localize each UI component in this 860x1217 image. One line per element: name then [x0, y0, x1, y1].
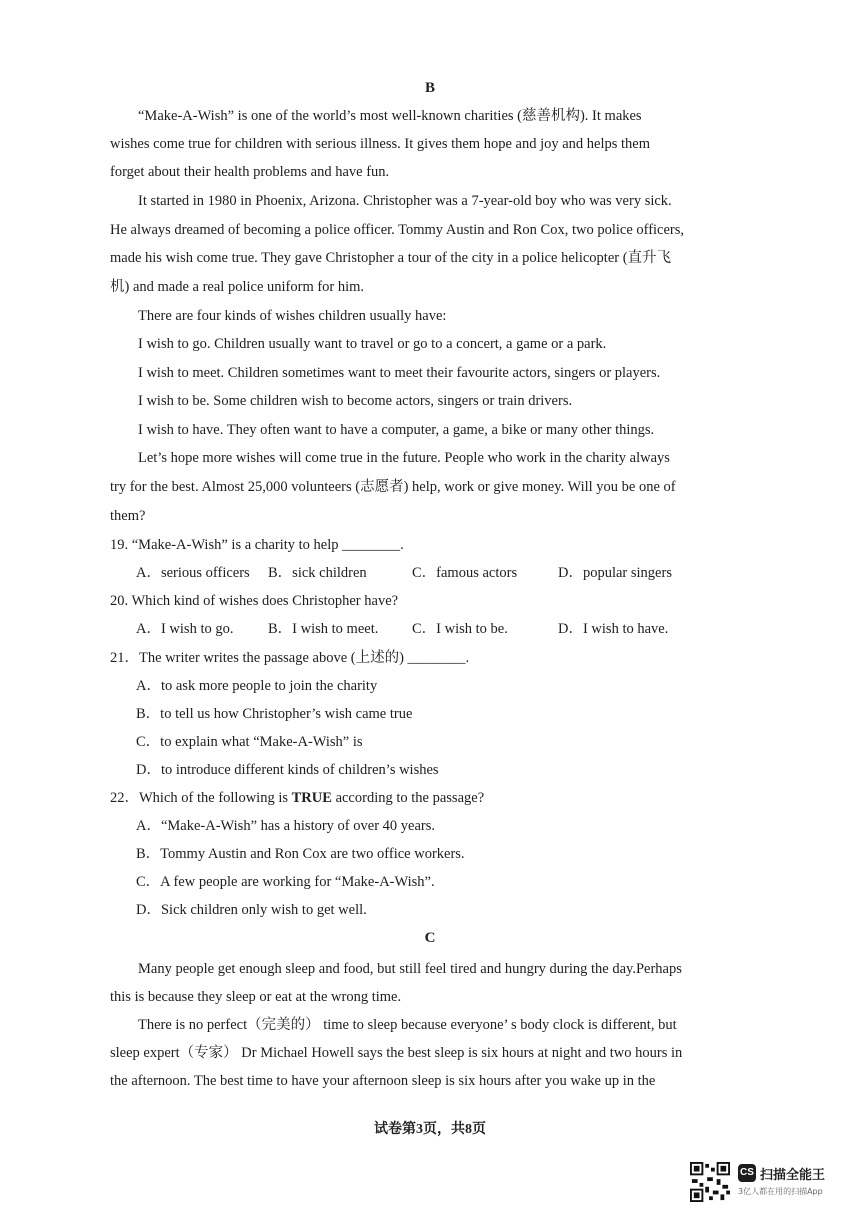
stem-text: according to the passage? [331, 790, 485, 806]
option-b: B．sick children [268, 565, 367, 581]
passage-b-line: wishes come true for children with serious illness. It gives them hope and joy and helps them [110, 136, 651, 152]
option-b: B．Tommy Austin and Ron Cox are two office workers. [136, 846, 465, 862]
camscanner-name: 扫描全能王 [760, 1168, 826, 1183]
camscanner-tagline: 3亿人都在用的扫描App [738, 1187, 823, 1196]
passage-b-line: I wish to be. Some children wish to become actors, singers or train drivers. [138, 393, 573, 409]
option-a: A．serious officers [136, 565, 250, 581]
option-d: D．Sick children only wish to get well. [136, 902, 367, 918]
passage-c-line: this is because they sleep or eat at the wrong time. [110, 989, 402, 1005]
option-d: D．I wish to have. [558, 621, 669, 637]
passage-b-line: It started in 1980 in Phoenix, Arizona. Christopher was a 7-year-old boy who was very sick. [138, 193, 672, 209]
section-b-heading: B [424, 80, 435, 96]
question-19-stem: 19. “Make-A-Wish” is a charity to help ________. [110, 537, 404, 553]
page-footer: 试卷第3页，共8页 [374, 1122, 486, 1137]
question-22-stem [110, 788, 710, 808]
option-a: A．I wish to go. [136, 621, 234, 637]
passage-b-line: forget about their health problems and have fun. [110, 164, 390, 180]
option-c: C．famous actors [412, 565, 518, 581]
passage-b-line: There are four kinds of wishes children usually have: [138, 308, 447, 324]
scanner-watermark [690, 1162, 850, 1202]
section-c-heading: C [424, 930, 436, 946]
passage-b-line: 机) and made a real police uniform for him. [110, 279, 365, 295]
option-b: B．to tell us how Christopher’s wish came true [136, 706, 413, 722]
passage-b-line: made his wish come true. They gave Christopher a tour of the city in a police helicopter (直升飞 [110, 250, 672, 266]
passage-b-line: I wish to meet. Children sometimes want to meet their favourite actors, singers or players. [138, 365, 661, 381]
passage-c-line: Many people get enough sleep and food, but still feel tired and hungry during the day.Perhaps [138, 961, 682, 977]
option-d: D．to introduce different kinds of children’s wishes [136, 762, 439, 778]
passage-b-line: try for the best. Almost 25,000 volunteers (志愿者) help, work or give money. Will you be one of [110, 479, 676, 495]
passage-b-line: He always dreamed of becoming a police officer. Tommy Austin and Ron Cox, two police officers, [110, 222, 685, 238]
question-20-stem: 20. Which kind of wishes does Christopher have? [110, 593, 399, 609]
passage-c-line: the afternoon. The best time to have your afternoon sleep is six hours after you wake up in the [110, 1073, 656, 1089]
passage-c-line: There is no perfect（完美的） time to sleep because everyone’ s body clock is different, but [138, 1017, 677, 1033]
passage-b-line: Let’s hope more wishes will come true in the future. People who work in the charity always [138, 450, 670, 466]
option-c: C．to explain what “Make-A-Wish” is [136, 734, 363, 750]
passage-c-line: sleep expert（专家） Dr Michael Howell says the best sleep is six hours at night and two hours in [110, 1045, 683, 1061]
option-c: C．I wish to be. [412, 621, 508, 637]
passage-b-line: “Make-A-Wish” is one of the world’s most well-known charities (慈善机构). It makes [138, 108, 642, 124]
passage-b-line: them? [110, 508, 146, 524]
question-21-stem: 21．The writer writes the passage above (上述的) ________. [110, 650, 470, 666]
option-b: B．I wish to meet. [268, 621, 379, 637]
option-a: A．“Make-A-Wish” has a history of over 40 years. [136, 818, 435, 834]
option-c: C．A few people are working for “Make-A-Wish”. [136, 874, 435, 890]
stem-emphasis: TRUE [291, 790, 332, 806]
option-a: A．to ask more people to join the charity [136, 678, 378, 694]
camscanner-logo: CS [738, 1164, 756, 1182]
passage-b-line: I wish to have. They often want to have a computer, a game, a bike or many other things. [138, 422, 655, 438]
option-d: D．popular singers [558, 565, 672, 581]
stem-text: 22．Which of the following is [110, 790, 292, 806]
qr-code-icon [690, 1162, 730, 1202]
passage-b-line: I wish to go. Children usually want to travel or go to a concert, a game or a park. [138, 336, 607, 352]
